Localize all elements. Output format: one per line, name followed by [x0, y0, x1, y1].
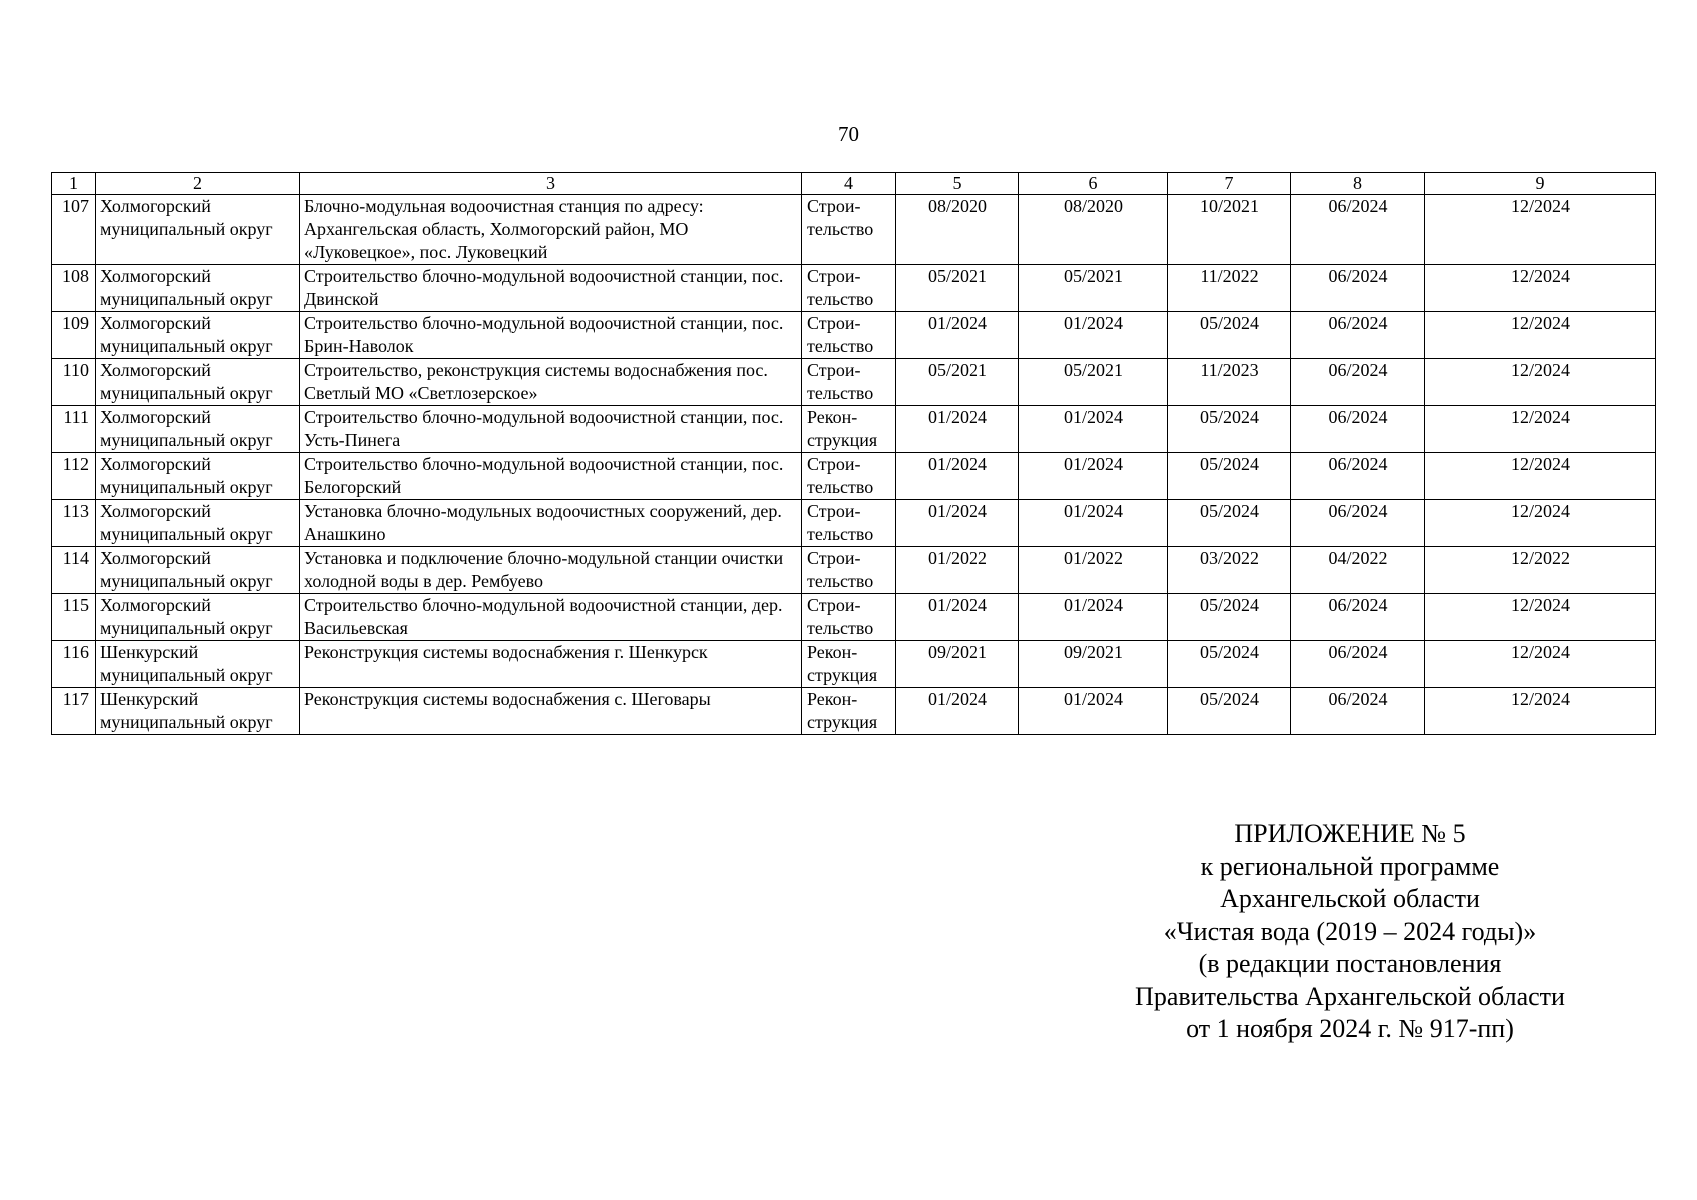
date-cell: 01/2024	[896, 312, 1019, 359]
object-cell: Реконструкция системы водоснабжения с. Шеговары	[300, 688, 802, 735]
date-cell: 05/2021	[896, 265, 1019, 312]
district-cell: Холмогорский муниципальный округ	[96, 594, 300, 641]
date-cell: 05/2024	[1168, 688, 1291, 735]
table-row	[52, 594, 1656, 641]
date-cell: 12/2024	[1425, 359, 1656, 406]
date-cell: 05/2024	[1168, 594, 1291, 641]
date-cell: 04/2022	[1291, 547, 1425, 594]
column-header: 9	[1425, 173, 1656, 195]
date-cell: 01/2024	[1019, 312, 1168, 359]
object-cell: Строительство блочно-модульной водоочистной станции, пос. Белогорский	[300, 453, 802, 500]
row-number-cell: 117	[52, 688, 96, 735]
date-cell: 06/2024	[1291, 453, 1425, 500]
work-type-cell: Строи-тельство	[802, 312, 896, 359]
object-cell: Блочно-модульная водоочистная станция по адресу: Архангельская область, Холмогорский район, МО «Луковецкое», пос. Луковецкий	[300, 195, 802, 265]
row-number-cell: 112	[52, 453, 96, 500]
row-number-cell: 111	[52, 406, 96, 453]
district-cell: Холмогорский муниципальный округ	[96, 195, 300, 265]
date-cell: 06/2024	[1291, 641, 1425, 688]
object-cell: Строительство блочно-модульной водоочистной станции, дер. Васильевская	[300, 594, 802, 641]
column-header: 8	[1291, 173, 1425, 195]
date-cell: 01/2024	[1019, 594, 1168, 641]
date-cell: 03/2022	[1168, 547, 1291, 594]
date-cell: 01/2024	[896, 406, 1019, 453]
date-cell: 09/2021	[1019, 641, 1168, 688]
date-cell: 01/2024	[896, 594, 1019, 641]
appendix-line: от 1 ноября 2024 г. № 917-пп)	[1186, 1014, 1514, 1043]
column-header: 2	[96, 173, 300, 195]
date-cell: 05/2024	[1168, 406, 1291, 453]
table-row	[52, 195, 1656, 265]
object-cell: Установка блочно-модульных водоочистных сооружений, дер. Анашкино	[300, 500, 802, 547]
column-header: 3	[300, 173, 802, 195]
table-row	[52, 641, 1656, 688]
work-type-cell: Рекон-струкция	[802, 406, 896, 453]
appendix-line: «Чистая вода (2019 – 2024 годы)»	[1163, 916, 1537, 946]
date-cell: 06/2024	[1291, 359, 1425, 406]
work-type-cell: Строи-тельство	[802, 547, 896, 594]
date-cell: 01/2024	[896, 453, 1019, 500]
district-cell: Шенкурский муниципальный округ	[96, 641, 300, 688]
appendix-line: (в редакции постановления	[1198, 949, 1502, 978]
appendix-title: ПРИЛОЖЕНИЕ № 5	[1234, 819, 1466, 848]
date-cell: 12/2024	[1425, 265, 1656, 312]
table-row	[52, 406, 1656, 453]
row-number-cell: 113	[52, 500, 96, 547]
district-cell: Шенкурский муниципальный округ	[96, 688, 300, 735]
appendix-block	[1070, 818, 1630, 1046]
date-cell: 01/2024	[1019, 453, 1168, 500]
row-number-cell: 107	[52, 195, 96, 265]
date-cell: 05/2021	[896, 359, 1019, 406]
column-header: 7	[1168, 173, 1291, 195]
district-cell: Холмогорский муниципальный округ	[96, 500, 300, 547]
appendix-line: Архангельской области	[1220, 884, 1480, 913]
district-cell: Холмогорский муниципальный округ	[96, 406, 300, 453]
date-cell: 12/2024	[1425, 406, 1656, 453]
district-cell: Холмогорский муниципальный округ	[96, 453, 300, 500]
date-cell: 12/2024	[1425, 594, 1656, 641]
date-cell: 06/2024	[1291, 312, 1425, 359]
date-cell: 11/2023	[1168, 359, 1291, 406]
work-type-cell: Рекон-струкция	[802, 688, 896, 735]
appendix-line: к региональной программе	[1200, 851, 1500, 881]
date-cell: 12/2024	[1425, 453, 1656, 500]
date-cell: 12/2022	[1425, 547, 1656, 594]
date-cell: 01/2024	[1019, 500, 1168, 547]
date-cell: 01/2022	[896, 547, 1019, 594]
row-number-cell: 114	[52, 547, 96, 594]
date-cell: 06/2024	[1291, 195, 1425, 265]
date-cell: 06/2024	[1291, 688, 1425, 735]
date-cell: 12/2024	[1425, 195, 1656, 265]
header-row	[52, 173, 1656, 195]
row-number-cell: 115	[52, 594, 96, 641]
table-row	[52, 453, 1656, 500]
object-cell: Строительство, реконструкция системы водоснабжения пос. Светлый МО «Светлозерское»	[300, 359, 802, 406]
work-type-cell: Строи-тельство	[802, 500, 896, 547]
date-cell: 08/2020	[896, 195, 1019, 265]
object-cell: Строительство блочно-модульной водоочистной станции, пос. Двинской	[300, 265, 802, 312]
district-cell: Холмогорский муниципальный округ	[96, 312, 300, 359]
date-cell: 10/2021	[1168, 195, 1291, 265]
date-cell: 06/2024	[1291, 406, 1425, 453]
work-type-cell: Строи-тельство	[802, 195, 896, 265]
object-cell: Реконструкция системы водоснабжения г. Шенкурск	[300, 641, 802, 688]
date-cell: 06/2024	[1291, 500, 1425, 547]
date-cell: 01/2024	[896, 688, 1019, 735]
row-number-cell: 108	[52, 265, 96, 312]
district-cell: Холмогорский муниципальный округ	[96, 359, 300, 406]
work-type-cell: Строи-тельство	[802, 265, 896, 312]
projects-table	[51, 172, 1656, 735]
work-type-cell: Строи-тельство	[802, 594, 896, 641]
row-number-cell: 109	[52, 312, 96, 359]
column-header: 4	[802, 173, 896, 195]
object-cell: Строительство блочно-модульной водоочистной станции, пос. Усть-Пинега	[300, 406, 802, 453]
district-cell: Холмогорский муниципальный округ	[96, 265, 300, 312]
table-row	[52, 312, 1656, 359]
date-cell: 01/2022	[1019, 547, 1168, 594]
date-cell: 06/2024	[1291, 265, 1425, 312]
date-cell: 12/2024	[1425, 500, 1656, 547]
district-cell: Холмогорский муниципальный округ	[96, 547, 300, 594]
work-type-cell: Строи-тельство	[802, 359, 896, 406]
object-cell: Строительство блочно-модульной водоочистной станции, пос. Брин-Наволок	[300, 312, 802, 359]
table-row	[52, 547, 1656, 594]
page-number: 70	[838, 122, 859, 146]
table-row	[52, 688, 1656, 735]
date-cell: 12/2024	[1425, 688, 1656, 735]
date-cell: 05/2024	[1168, 453, 1291, 500]
date-cell: 09/2021	[896, 641, 1019, 688]
date-cell: 11/2022	[1168, 265, 1291, 312]
table-row	[52, 500, 1656, 547]
date-cell: 01/2024	[1019, 406, 1168, 453]
date-cell: 05/2024	[1168, 641, 1291, 688]
object-cell: Установка и подключение блочно-модульной станции очистки холодной воды в дер. Рембуево	[300, 547, 802, 594]
row-number-cell: 116	[52, 641, 96, 688]
row-number-cell: 110	[52, 359, 96, 406]
table-body	[52, 195, 1656, 735]
date-cell: 12/2024	[1425, 641, 1656, 688]
date-cell: 05/2024	[1168, 312, 1291, 359]
table-row	[52, 359, 1656, 406]
date-cell: 06/2024	[1291, 594, 1425, 641]
date-cell: 08/2020	[1019, 195, 1168, 265]
table-row	[52, 265, 1656, 312]
date-cell: 05/2021	[1019, 359, 1168, 406]
column-header: 6	[1019, 173, 1168, 195]
column-header: 5	[896, 173, 1019, 195]
work-type-cell: Рекон-струкция	[802, 641, 896, 688]
date-cell: 05/2021	[1019, 265, 1168, 312]
date-cell: 12/2024	[1425, 312, 1656, 359]
work-type-cell: Строи-тельство	[802, 453, 896, 500]
date-cell: 01/2024	[896, 500, 1019, 547]
column-header: 1	[52, 173, 96, 195]
appendix-line: Правительства Архангельской области	[1135, 981, 1565, 1011]
date-cell: 01/2024	[1019, 688, 1168, 735]
date-cell: 05/2024	[1168, 500, 1291, 547]
